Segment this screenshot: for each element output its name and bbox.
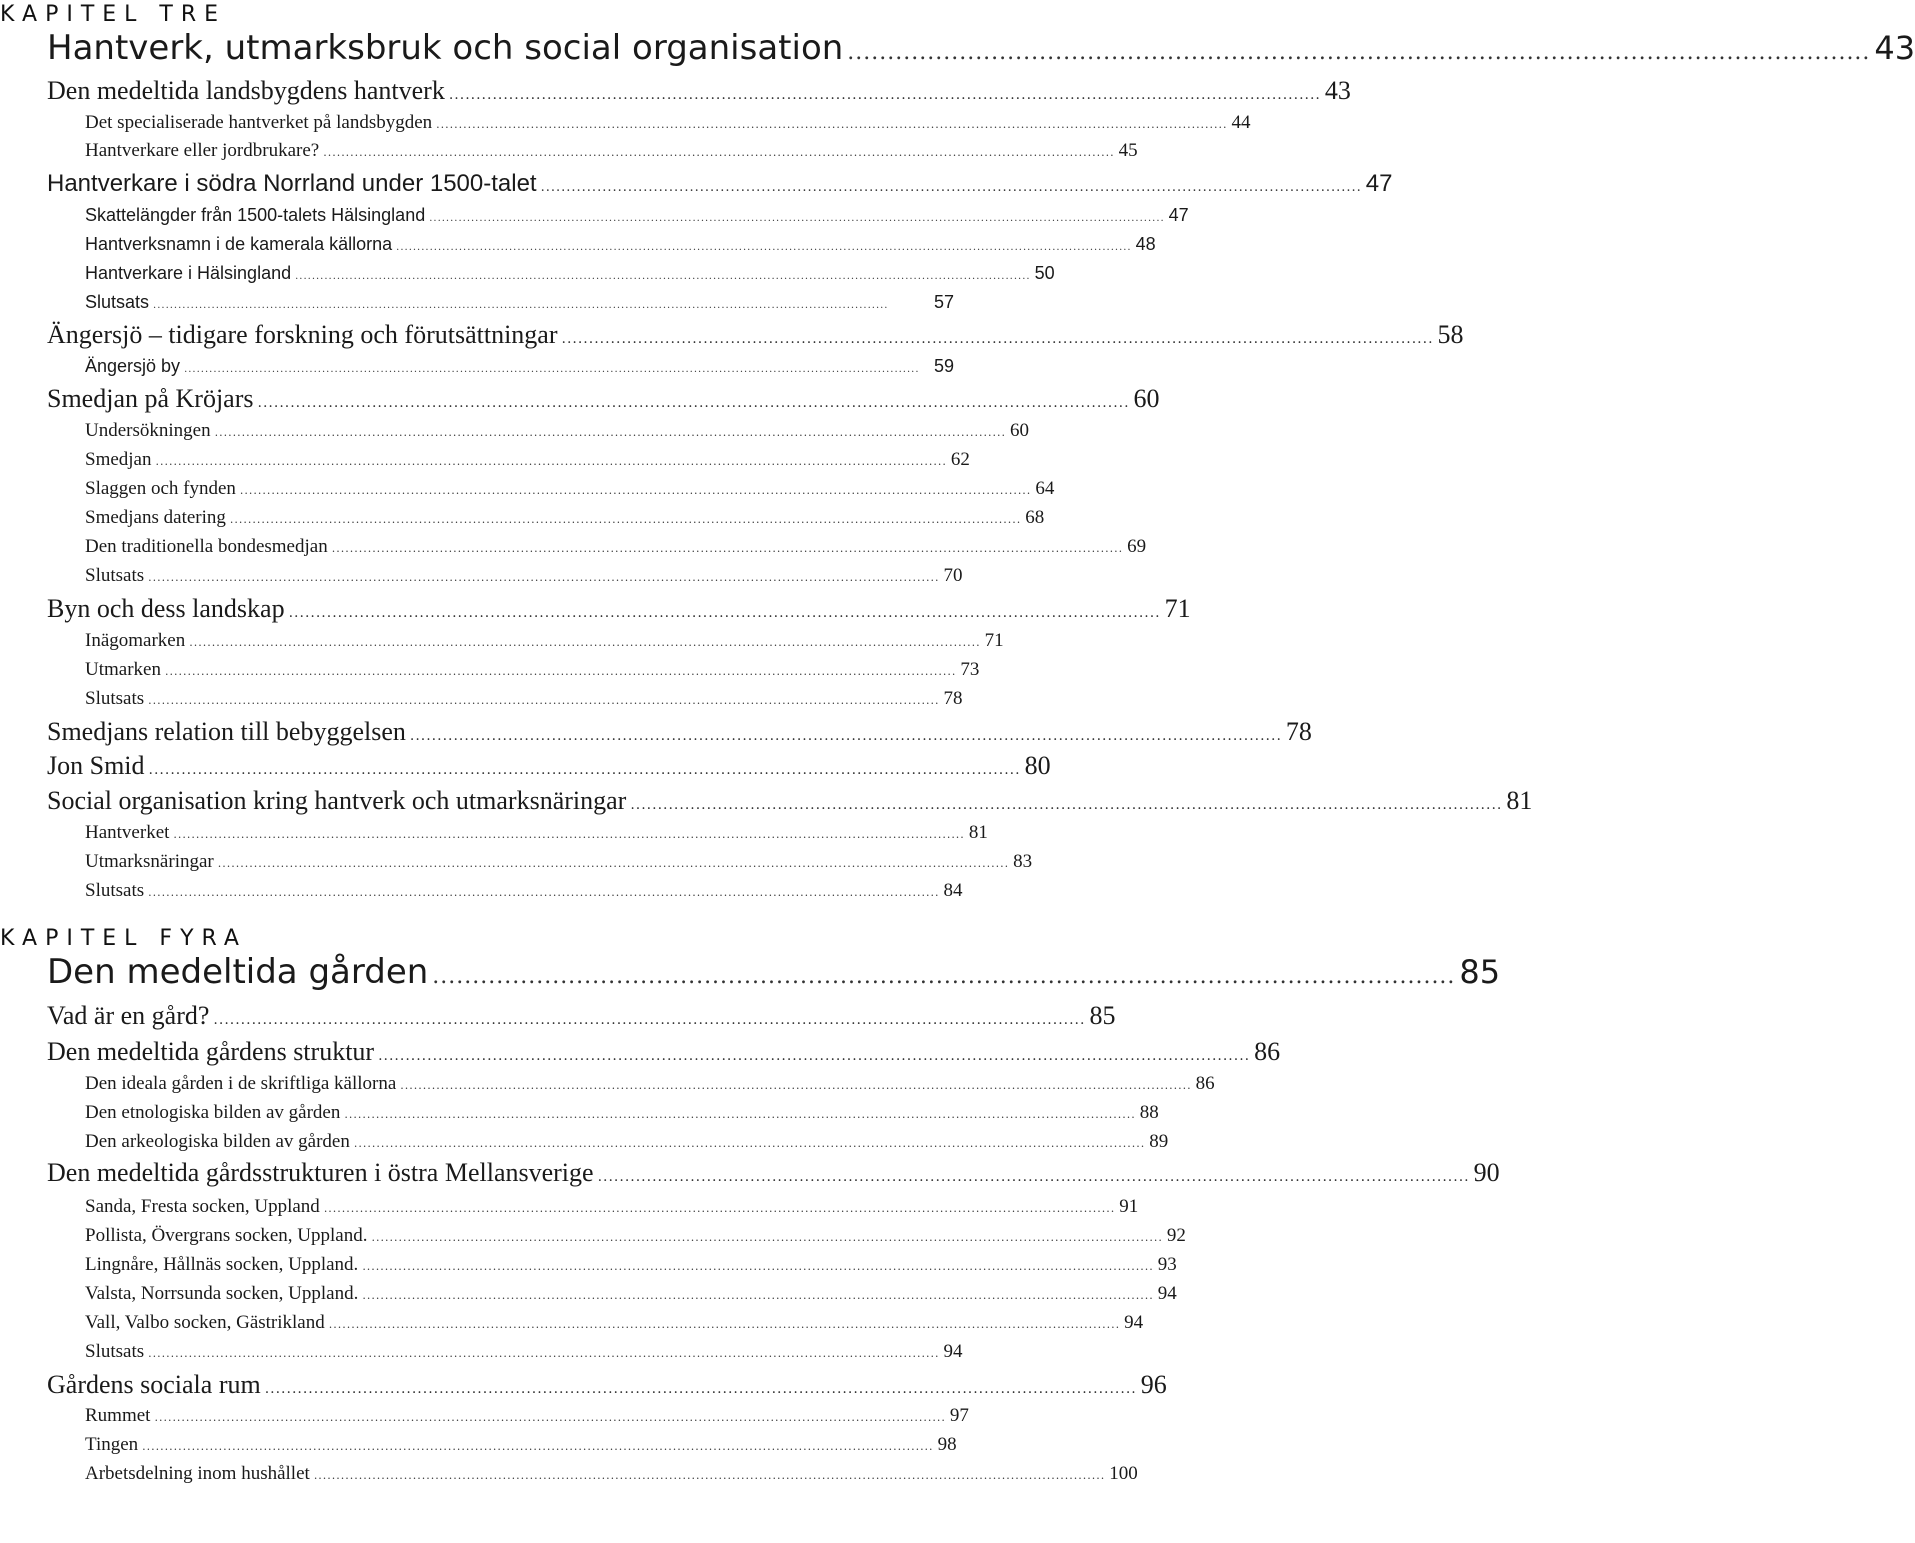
entry-title: Den medeltida gårdens struktur (47, 1037, 375, 1066)
entry-title: Social organisation kring hantverk och utmarksnäringar (47, 786, 627, 815)
entry-title: Valsta, Norrsunda socken, Uppland. (85, 1283, 359, 1304)
entry-title: Ängersjö – tidigare forskning och förutsättningar (47, 320, 558, 349)
entry-title: Slutsats (85, 1341, 145, 1362)
part-title: Hantverk, utmarksbruk och social organisation (47, 28, 844, 68)
dot-leader: ................................................................................................................................................................................ (344, 1108, 1136, 1121)
page-number: 62 (950, 449, 970, 470)
page-number: 94 (1124, 1312, 1144, 1333)
dot-leader: ................................................................................................................................................................................ (217, 857, 1010, 870)
entry-title: Skattelängder från 1500-talets Hälsingland (85, 205, 426, 225)
page-number: 86 (1195, 1073, 1215, 1094)
entry-title: Pollista, Övergrans socken, Uppland. (85, 1225, 368, 1246)
page-number: 90 (1473, 1158, 1500, 1187)
page-number: 92 (1166, 1225, 1186, 1246)
dot-leader: ................................................................................................................................................................................ (436, 118, 1228, 131)
page-number: 60 (1133, 384, 1160, 413)
dot-leader: ................................................................................................................................................................................ (214, 426, 1006, 439)
dot-leader: ................................................................................................................................................................................ (239, 484, 1032, 497)
entry-title: Smedjans relation till bebyggelsen (47, 717, 406, 746)
dot-leader: ................................................................................................................................................................................ (148, 694, 940, 707)
part-title-row[interactable] (47, 28, 1915, 68)
toc-entry[interactable] (85, 688, 963, 710)
toc-entry[interactable] (47, 384, 1160, 414)
page-number: 83 (1013, 851, 1033, 872)
entry-title: Vall, Valbo socken, Gästrikland (85, 1312, 325, 1333)
dot-leader: ................................................................................................................................ (847, 40, 1871, 65)
dot-leader: ................................................................................................................................................................................ (164, 665, 957, 678)
page-number: 45 (1118, 140, 1138, 161)
chapter-heading: KAPITEL FYRA (0, 926, 247, 951)
dot-leader: ................................................................................................................................................................................ (229, 513, 1022, 526)
page-number: 85 (1089, 1001, 1116, 1030)
dot-leader: ................................................................................................................................................................................ (142, 1440, 934, 1453)
page-number: 98 (937, 1434, 957, 1455)
dot-leader: ................................................................................................................................................................................ (331, 542, 1124, 555)
toc-entry[interactable] (47, 1001, 1116, 1031)
toc-entry[interactable] (85, 1434, 957, 1456)
entry-title: Slutsats (85, 880, 145, 901)
toc-entry[interactable] (85, 140, 1138, 162)
dot-leader: ................................................................................................................................................................ (448, 87, 1321, 103)
dot-leader: ................................................................................................................................................................................ (323, 1202, 1116, 1215)
toc-entry[interactable] (47, 1158, 1500, 1188)
part-title-row[interactable] (47, 952, 1501, 992)
dot-leader: ................................................................................................................................................................ (540, 180, 1362, 195)
toc-entry[interactable] (85, 880, 963, 902)
toc-entry[interactable] (85, 851, 1033, 873)
toc-entry[interactable] (85, 565, 963, 587)
page-number: 68 (1025, 507, 1045, 528)
entry-title: Den medeltida gårdsstrukturen i östra Mellansverige (47, 1158, 594, 1187)
toc-entry[interactable] (85, 659, 980, 681)
page-number: 71 (1164, 594, 1191, 623)
page-number: 97 (949, 1405, 969, 1426)
toc-entry[interactable] (47, 751, 1051, 781)
toc-entry[interactable] (47, 786, 1533, 816)
dot-leader: ................................................................................................................................................................ (597, 1169, 1470, 1185)
page-number: 100 (1109, 1463, 1138, 1484)
dot-leader: ................................................................................................................................................................................ (396, 242, 1132, 253)
entry-title: Den traditionella bondesmedjan (85, 536, 328, 557)
dot-leader: ................................................................................................................................ (432, 964, 1456, 989)
page-number: 81 (968, 822, 988, 843)
toc-entry[interactable] (85, 1283, 1177, 1305)
dot-leader: ................................................................................................................................................................ (409, 728, 1282, 744)
chapter-heading: KAPITEL TRE (0, 2, 227, 27)
toc-entry[interactable] (85, 234, 1156, 255)
dot-leader: ................................................................................................................................................................................ (153, 300, 889, 311)
dot-leader: ................................................................................................................................................................................ (362, 1289, 1154, 1302)
page-number: 60 (1010, 420, 1029, 441)
dot-leader: ................................................................................................................................................................................ (429, 213, 1165, 224)
page-number: 73 (960, 659, 980, 680)
page-number: 81 (1506, 786, 1533, 815)
page-number: 91 (1119, 1196, 1139, 1217)
dot-leader: ................................................................................................................................................................ (630, 797, 1503, 813)
entry-title: Rummet (85, 1405, 151, 1426)
entry-title: Den ideala gården i de skriftliga källorna (85, 1073, 397, 1094)
dot-leader: ................................................................................................................................................................................ (173, 828, 965, 841)
page-number: 57 (933, 292, 954, 312)
dot-leader: ................................................................................................................................................................................ (148, 1347, 940, 1360)
page-number: 71 (984, 630, 1004, 651)
toc-entry[interactable] (85, 1225, 1186, 1247)
entry-title: Den etnologiska bilden av gården (85, 1102, 341, 1123)
entry-title: Gårdens sociala rum (47, 1370, 261, 1399)
toc-entry[interactable] (85, 1131, 1169, 1153)
entry-title: Lingnåre, Hållnäs socken, Uppland. (85, 1254, 359, 1275)
page-number: 89 (1149, 1131, 1169, 1152)
page-number: 70 (943, 565, 963, 586)
toc-entry[interactable] (85, 356, 954, 377)
entry-title: Det specialiserade hantverket på landsbygden (85, 112, 433, 133)
page-number: 59 (933, 356, 954, 376)
entry-title: Smedjan på Kröjars (47, 384, 254, 413)
toc-entry[interactable] (47, 320, 1464, 350)
toc-entry[interactable] (85, 112, 1251, 134)
toc-entry[interactable] (85, 536, 1147, 558)
toc-entry[interactable] (85, 822, 988, 844)
entry-title: Utmarksnäringar (85, 851, 214, 872)
dot-leader: ................................................................................................................................................................................ (323, 146, 1115, 159)
entry-title: Hantverkare i Hälsingland (85, 263, 292, 283)
dot-leader: ................................................................................................................................................................................ (313, 1469, 1106, 1482)
toc-entry[interactable] (47, 594, 1191, 624)
page-number: 93 (1157, 1254, 1177, 1275)
toc-entry[interactable] (85, 1341, 963, 1363)
entry-title: Byn och dess landskap (47, 594, 285, 623)
toc-entry[interactable] (85, 1196, 1139, 1218)
dot-leader: ................................................................................................................................................................ (378, 1048, 1251, 1064)
dot-leader: ................................................................................................................................................................................ (148, 571, 940, 584)
dot-leader: ................................................................................................................................................................................ (184, 364, 920, 375)
entry-title: Smedjan (85, 449, 152, 470)
entry-title: Jon Smid (47, 751, 145, 780)
toc-entry[interactable] (85, 263, 1055, 284)
dot-leader: ................................................................................................................................................................ (288, 605, 1161, 621)
dot-leader: ................................................................................................................................................................................ (328, 1318, 1121, 1331)
toc-entry[interactable] (47, 76, 1351, 106)
toc-entry[interactable] (85, 507, 1045, 529)
toc-entry[interactable] (85, 205, 1189, 226)
toc-entry[interactable] (47, 717, 1312, 747)
page-number: 86 (1254, 1037, 1281, 1066)
page-number: 78 (1285, 717, 1312, 746)
entry-title: Hantverket (85, 822, 170, 843)
toc-entry[interactable] (85, 1073, 1215, 1095)
dot-leader: ................................................................................................................................................................ (257, 395, 1130, 411)
page-number: 48 (1135, 234, 1156, 254)
page-number: 50 (1034, 263, 1055, 283)
page-number: 78 (943, 688, 963, 709)
page-number: 47 (1365, 170, 1393, 197)
toc-entry[interactable] (85, 292, 954, 313)
entry-title: Hantverksnamn i de kamerala källorna (85, 234, 393, 254)
toc-entry[interactable] (47, 1370, 1167, 1400)
toc-entry[interactable] (85, 1102, 1159, 1124)
entry-title: Vad är en gård? (47, 1001, 210, 1030)
dot-leader: ................................................................................................................................................................................ (362, 1260, 1154, 1273)
page-number: 80 (1024, 751, 1051, 780)
page-number: 88 (1139, 1102, 1159, 1123)
dot-leader: ................................................................................................................................................................ (148, 762, 1021, 778)
page-number: 69 (1127, 536, 1147, 557)
page-number: 44 (1231, 112, 1251, 133)
toc-entry[interactable] (47, 170, 1393, 198)
page-number: 43 (1324, 76, 1351, 105)
toc-entry[interactable] (85, 630, 1004, 652)
page-number: 64 (1035, 478, 1055, 499)
toc-entry[interactable] (85, 1312, 1144, 1334)
entry-title: Slutsats (85, 688, 145, 709)
page-number: 43 (1874, 29, 1915, 67)
toc-entry[interactable] (47, 1037, 1281, 1067)
entry-title: Slutsats (85, 565, 145, 586)
toc-entry[interactable] (85, 1254, 1177, 1276)
dot-leader: ................................................................................................................................................................ (561, 331, 1434, 347)
page-number: 47 (1168, 205, 1189, 225)
dot-leader: ................................................................................................................................................................................ (189, 636, 981, 649)
page-number: 96 (1140, 1370, 1167, 1399)
entry-title: Slaggen och fynden (85, 478, 236, 499)
dot-leader: ................................................................................................................................................................................ (400, 1079, 1192, 1092)
toc-entry[interactable] (85, 478, 1055, 500)
dot-leader: ................................................................................................................................................................ (264, 1381, 1137, 1397)
dot-leader: ................................................................................................................................................................................ (295, 271, 1031, 282)
toc-entry[interactable] (85, 1463, 1138, 1485)
entry-title: Inägomarken (85, 630, 186, 651)
toc-entry[interactable] (85, 449, 970, 471)
dot-leader: ................................................................................................................................................................................ (353, 1137, 1146, 1150)
entry-title: Hantverkare eller jordbrukare? (85, 140, 320, 161)
entry-title: Slutsats (85, 292, 150, 312)
page-number: 58 (1437, 320, 1464, 349)
entry-title: Den medeltida landsbygdens hantverk (47, 76, 445, 105)
entry-title: Undersökningen (85, 420, 211, 441)
entry-title: Tingen (85, 1434, 139, 1455)
page-number: 84 (943, 880, 963, 901)
entry-title: Arbetsdelning inom hushållet (85, 1463, 310, 1484)
page-number: 85 (1459, 953, 1501, 991)
toc-entry[interactable] (85, 420, 1029, 442)
dot-leader: ................................................................................................................................................................................ (155, 455, 947, 468)
dot-leader: ................................................................................................................................................................ (213, 1012, 1086, 1028)
dot-leader: ................................................................................................................................................................................ (154, 1411, 946, 1424)
entry-title: Utmarken (85, 659, 161, 680)
page-number: 94 (1157, 1283, 1177, 1304)
entry-title: Den arkeologiska bilden av gården (85, 1131, 350, 1152)
part-title: Den medeltida gården (47, 952, 429, 992)
entry-title: Sanda, Fresta socken, Uppland (85, 1196, 320, 1217)
entry-title: Ängersjö by (85, 356, 181, 376)
page-number: 94 (943, 1341, 963, 1362)
entry-title: Smedjans datering (85, 507, 226, 528)
dot-leader: ................................................................................................................................................................................ (371, 1231, 1163, 1244)
toc-entry[interactable] (85, 1405, 969, 1427)
dot-leader: ................................................................................................................................................................................ (148, 886, 940, 899)
entry-title: Hantverkare i södra Norrland under 1500-talet (47, 170, 537, 197)
